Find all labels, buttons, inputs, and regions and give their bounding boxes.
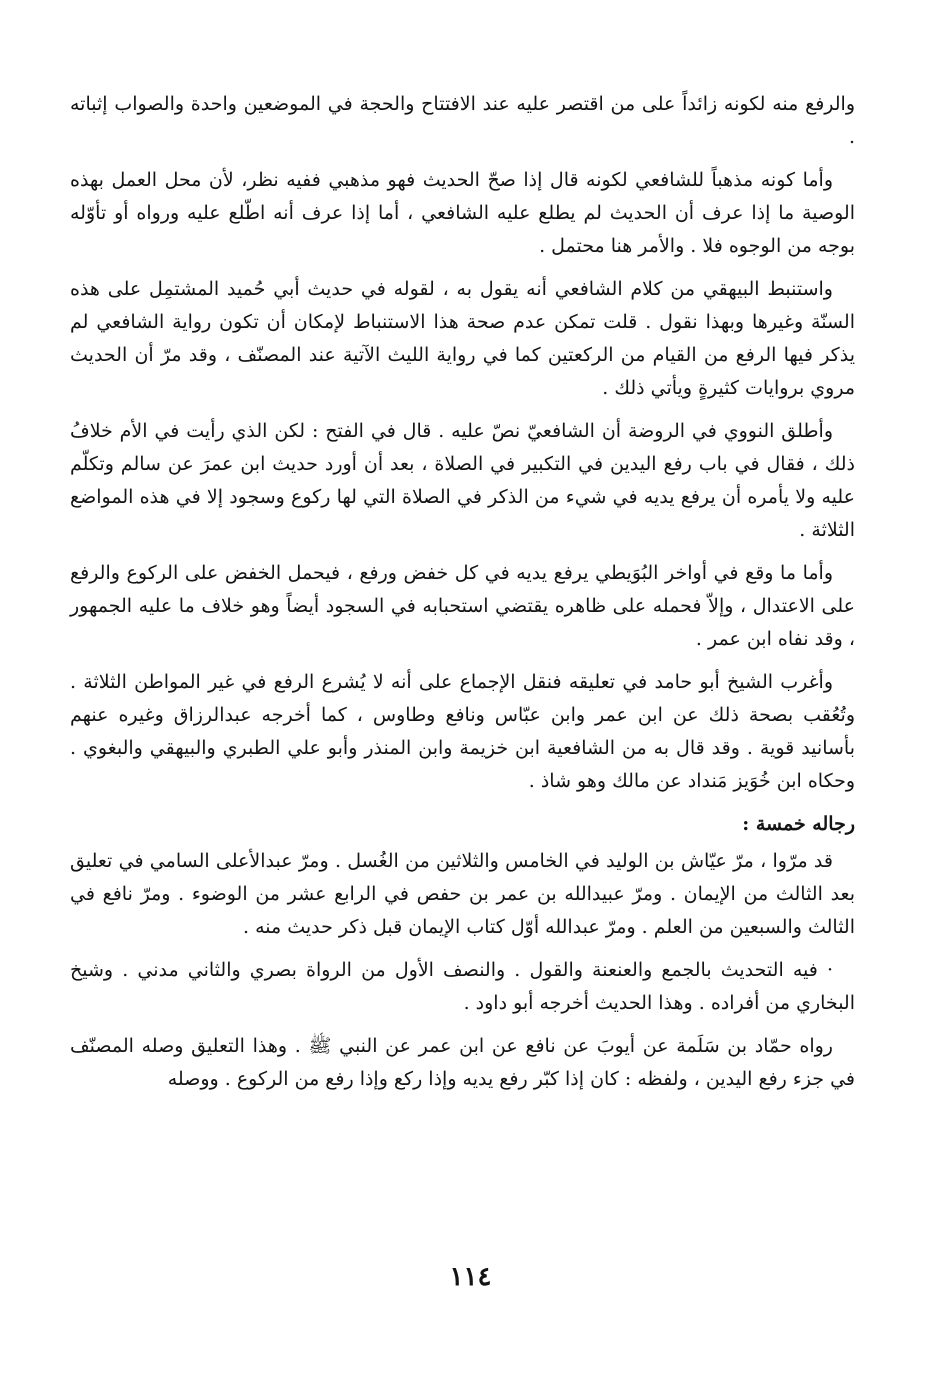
paragraph-7: قد مرّوا ، مرّ عيّاش بن الوليد في الخامس والثلاثين من الغُسل . ومرّ عبدالأعلى السامي في تعليق بعد الثالث من الإيمان . ومرّ عبيدالله بن عمر بن حفص في الرابع عشر من الوضوء . ومرّ نافع في الثالث والسبعين من العلم . ومرّ عبدالله أوّل كتاب الإيمان قبل ذكر حديث منه .	[70, 850, 855, 938]
paragraph-4: وأطلق النووي في الروضة أن الشافعيّ نصّ عليه . قال في الفتح : لكن الذي رأيت في الأم خلافُ ذلك ، فقال في باب رفع اليدين في التكبير في الصلاة ، بعد أن أورد حديث ابن عمرَ عن سالم وتكلّم عليه ولا يأمره أن يرفع يديه في شيء من الذكر في الصلاة التي لها ركوع وسجود إلا في هذه المواضع الثلاثة .	[70, 420, 855, 541]
paragraph-8: · فيه التحديث بالجمع والعنعنة والقول . والنصف الأول من الرواة بصري والثاني مدني . وشيخ البخاري من أفراده . وهذا الحديث أخرجه أبو داود .	[70, 959, 855, 1014]
page-number: ١١٤	[449, 1262, 492, 1292]
paragraph-2: وأما كونه مذهباً للشافعي لكونه قال إذا صحّ الحديث فهو مذهبي ففيه نظر، لأن محل العمل بهذه الوصية ما إذا عرف أن الحديث لم يطلع عليه الشافعي ، أما إذا عرف أنه اطّلع عليه ورواه أو تأوّله بوجه من الوجوه فلا . والأمر هنا محتمل .	[70, 169, 855, 257]
section-heading: رجاله خمسة :	[742, 813, 855, 835]
paragraph-5: وأما ما وقع في أواخر البُوَيطي يرفع يديه في كل خفض ورفع ، فيحمل الخفض على الركوع والرفع على الاعتدال ، وإلاّ فحمله على ظاهره يقتضي استحبابه في السجود أيضاً وهو خلاف ما عليه الجمهور ، وقد نفاه ابن عمر .	[70, 562, 855, 650]
paragraph-6: وأغرب الشيخ أبو حامد في تعليقه فنقل الإجماع على أنه لا يُشرع الرفع في غير المواطن الثلاثة . وتُعُقب بصحة ذلك عن ابن عمر وابن عبّاس ونافع وطاوس ، كما أخرجه عبدالرزاق وغيره عنهم بأسانيد قوية . وقد قال به من الشافعية ابن خزيمة وابن المنذر وأبو علي الطبري والبيهقي والبغوي . وحكاه ابن خُوَيز مَنداد عن مالك وهو شاذ .	[70, 671, 855, 792]
paragraph-1: والرفع منه لكونه زائداً على من اقتصر عليه عند الافتتاح والحجة في الموضعين واحدة والصواب إثباته .	[70, 93, 855, 148]
page-body	[70, 88, 855, 1106]
paragraph-9: رواه حمّاد بن سَلَمة عن أيوبَ عن نافع عن ابن عمر عن النبي ﷺ . وهذا التعليق وصله المصنّف في جزء رفع اليدين ، ولفظه : كان إذا كبّر رفع يديه وإذا ركع وإذا رفع من الركوع . ووصله	[70, 1035, 855, 1090]
paragraph-3: واستنبط البيهقي من كلام الشافعي أنه يقول به ، لقوله في حديث أبي حُميد المشتمِل على هذه السنّة وغيرها وبهذا نقول . قلت تمكن عدم صحة هذا الاستنباط لإمكان أن تكون رواية الشافعي لم يذكر فيها الرفع من القيام من الركعتين كما في رواية الليث الآتية عند المصنّف ، وقد مرّ أن الحديث مروي بروايات كثيرةٍ ويأتي ذلك .	[70, 278, 855, 399]
